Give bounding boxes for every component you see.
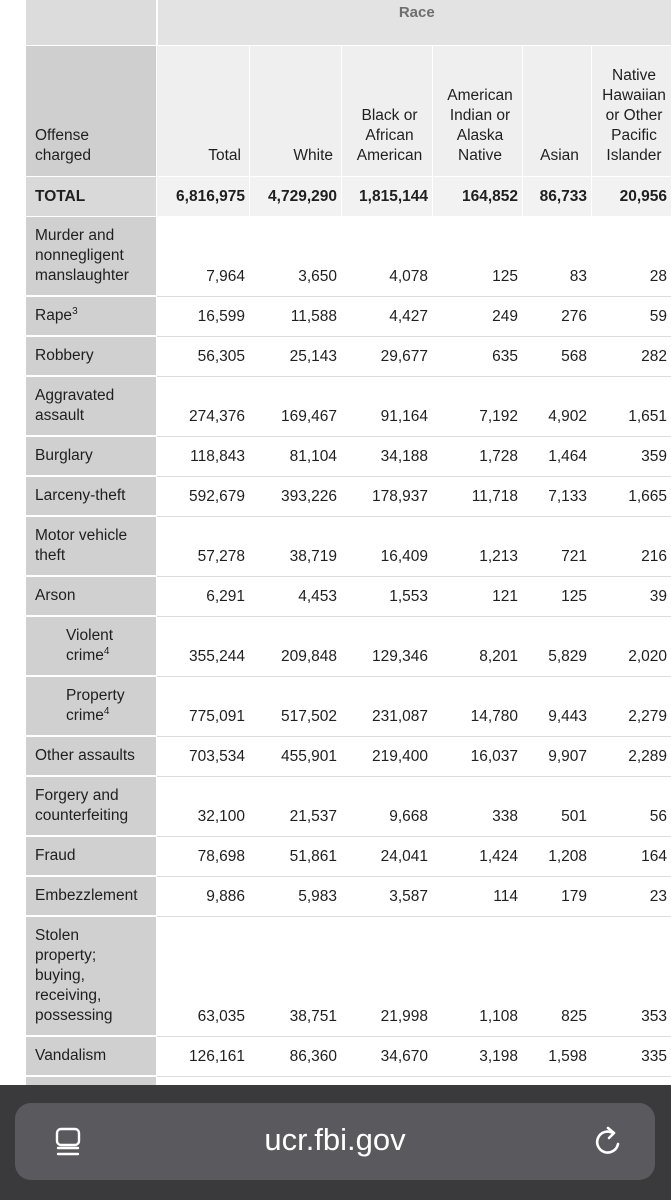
table-cell: 91,164 <box>342 376 433 436</box>
table-cell: 231,087 <box>342 676 433 736</box>
table-cell: 355,244 <box>157 616 250 676</box>
label-line: Burglary <box>35 447 93 464</box>
label-line: Aggravated <box>35 387 115 404</box>
label-line: Alaska <box>456 127 504 144</box>
label-line: manslaughter <box>35 267 129 284</box>
table-cell: 7,192 <box>433 376 523 436</box>
label-line: Vandalism <box>35 1047 107 1064</box>
table-cell: 179 <box>523 876 592 916</box>
table-cell: 6,291 <box>157 576 250 616</box>
label-line: Asian <box>540 147 579 164</box>
table-cell: 38,751 <box>250 916 342 1036</box>
column-header-nhopi <box>592 46 671 177</box>
table-cell: 1,651 <box>592 376 671 436</box>
table-cell: 219,400 <box>342 736 433 776</box>
table-cell: 703,534 <box>157 736 250 776</box>
table-cell: 23 <box>592 876 671 916</box>
table-cell: 3,650 <box>250 217 342 297</box>
label-line: Property <box>66 687 125 704</box>
footnote-marker: 4 <box>103 645 110 657</box>
table-cell: 164 <box>592 836 671 876</box>
table-cell: 274,376 <box>157 376 250 436</box>
table-row <box>26 436 671 476</box>
table-cell: 209,848 <box>250 616 342 676</box>
table-cell: 56 <box>592 776 671 836</box>
table-cell: 825 <box>523 916 592 1036</box>
column-header-total <box>157 46 250 177</box>
table-cell: 9,907 <box>523 736 592 776</box>
table-cell: 1,213 <box>433 516 523 576</box>
offense-label <box>26 336 157 376</box>
table-cell: 126,161 <box>157 1036 250 1076</box>
label-line: crime <box>66 647 104 664</box>
label-line: Native <box>612 67 656 84</box>
table-cell: 34,670 <box>342 1036 433 1076</box>
total-cell: 20,956 <box>592 177 671 217</box>
address-bar[interactable] <box>15 1103 655 1180</box>
table-cell: 21,537 <box>250 776 342 836</box>
table-row <box>26 836 671 876</box>
offense-label <box>26 916 157 1036</box>
table-cell: 393,226 <box>250 476 342 516</box>
label-line: American <box>356 147 423 164</box>
table-cell: 721 <box>523 516 592 576</box>
race-group-header-row <box>26 0 671 46</box>
table-cell: 178,937 <box>342 476 433 516</box>
table-cell: 2,289 <box>592 736 671 776</box>
arrests-by-race-table <box>25 0 671 1117</box>
offense-label <box>26 516 157 576</box>
label-line: Arson <box>35 587 76 604</box>
total-label: TOTAL <box>26 177 157 217</box>
table-cell: 16,037 <box>433 736 523 776</box>
label-line: Violent <box>66 627 114 644</box>
offense-label <box>26 736 157 776</box>
label-line: counterfeiting <box>35 807 129 824</box>
table-cell: 78,698 <box>157 836 250 876</box>
offense-label <box>26 1036 157 1076</box>
table-cell: 169,467 <box>250 376 342 436</box>
column-header-row <box>26 46 671 177</box>
label-line: White <box>293 147 333 164</box>
table-row <box>26 576 671 616</box>
table-cell: 7,964 <box>157 217 250 297</box>
table-cell: 114 <box>433 876 523 916</box>
table-cell: 2,020 <box>592 616 671 676</box>
table-cell: 11,588 <box>250 296 342 336</box>
label-line: Rape <box>35 307 73 324</box>
table-cell: 9,443 <box>523 676 592 736</box>
url-text: ucr.fbi.gov <box>264 1122 406 1157</box>
offense-label <box>26 836 157 876</box>
table-cell: 28 <box>592 217 671 297</box>
table-cell: 1,553 <box>342 576 433 616</box>
table-cell: 335 <box>592 1036 671 1076</box>
label-line: Stolen <box>35 927 79 944</box>
label-line: Motor vehicle <box>35 527 128 544</box>
table-cell: 568 <box>523 336 592 376</box>
table-cell: 125 <box>433 217 523 297</box>
table-cell: 9,668 <box>342 776 433 836</box>
reload-icon[interactable] <box>588 1122 628 1162</box>
offense-label <box>26 476 157 516</box>
table-cell: 249 <box>433 296 523 336</box>
column-header-offense <box>26 46 157 177</box>
table-row <box>26 376 671 436</box>
table-cell: 455,901 <box>250 736 342 776</box>
table-cell: 1,208 <box>523 836 592 876</box>
total-cell: 164,852 <box>433 177 523 217</box>
table-cell: 276 <box>523 296 592 336</box>
offense-label <box>26 436 157 476</box>
label-line: Pacific <box>611 127 657 144</box>
table-cell: 501 <box>523 776 592 836</box>
table-row <box>26 516 671 576</box>
table-cell: 118,843 <box>157 436 250 476</box>
table-row <box>26 736 671 776</box>
label-line: Offense <box>35 127 90 144</box>
table-row <box>26 916 671 1036</box>
label-line: Black or <box>361 107 418 124</box>
table-cell: 5,983 <box>250 876 342 916</box>
footnote-marker: 4 <box>103 705 110 717</box>
table-cell: 635 <box>433 336 523 376</box>
table-cell: 86,360 <box>250 1036 342 1076</box>
table-row <box>26 616 671 676</box>
offense-label <box>26 616 157 676</box>
label-line: charged <box>35 147 92 164</box>
table-cell: 517,502 <box>250 676 342 736</box>
table-cell: 51,861 <box>250 836 342 876</box>
table-cell: 353 <box>592 916 671 1036</box>
offense-label <box>26 217 157 297</box>
table-row <box>26 336 671 376</box>
table-cell: 1,108 <box>433 916 523 1036</box>
table-cell: 4,427 <box>342 296 433 336</box>
table-cell: 9,886 <box>157 876 250 916</box>
table-cell: 39 <box>592 576 671 616</box>
label-line: Native <box>458 147 502 164</box>
table-cell: 125 <box>523 576 592 616</box>
table-cell: 129,346 <box>342 616 433 676</box>
label-line: Embezzlement <box>35 887 138 904</box>
total-cell: 86,733 <box>523 177 592 217</box>
label-line: theft <box>35 547 66 564</box>
label-line: Forgery and <box>35 787 119 804</box>
table-cell: 38,719 <box>250 516 342 576</box>
table-cell: 338 <box>433 776 523 836</box>
column-header-aian <box>433 46 523 177</box>
total-cell: 6,816,975 <box>157 177 250 217</box>
table-cell: 592,679 <box>157 476 250 516</box>
label-line: Indian or <box>449 107 511 124</box>
table-cell: 216 <box>592 516 671 576</box>
table-cell: 16,409 <box>342 516 433 576</box>
table-cell: 29,677 <box>342 336 433 376</box>
label-line: American <box>447 87 513 104</box>
table-cell: 57,278 <box>157 516 250 576</box>
table-cell: 1,464 <box>523 436 592 476</box>
table-cell: 359 <box>592 436 671 476</box>
arrests-by-race-table-container <box>25 0 671 1117</box>
table-cell: 4,453 <box>250 576 342 616</box>
label-line: Fraud <box>35 847 76 864</box>
table-row <box>26 217 671 297</box>
label-line: property; <box>35 947 97 964</box>
table-cell: 83 <box>523 217 592 297</box>
label-line: Robbery <box>35 347 94 364</box>
offense-label <box>26 576 157 616</box>
label-line: buying, <box>35 967 85 984</box>
table-cell: 4,902 <box>523 376 592 436</box>
table-cell: 81,104 <box>250 436 342 476</box>
table-row <box>26 296 671 336</box>
offense-label <box>26 876 157 916</box>
table-cell: 11,718 <box>433 476 523 516</box>
table-row <box>26 476 671 516</box>
label-line: Islander <box>606 147 662 164</box>
table-cell: 24,041 <box>342 836 433 876</box>
table-cell: 16,599 <box>157 296 250 336</box>
table-cell: 1,665 <box>592 476 671 516</box>
table-row <box>26 1036 671 1076</box>
table-row <box>26 776 671 836</box>
table-cell: 775,091 <box>157 676 250 736</box>
label-line: Other assaults <box>35 747 135 764</box>
total-row <box>26 177 671 217</box>
table-cell: 282 <box>592 336 671 376</box>
race-group-header: Race <box>157 0 671 46</box>
table-cell: 8,201 <box>433 616 523 676</box>
column-header-asian <box>523 46 592 177</box>
table-cell: 1,424 <box>433 836 523 876</box>
table-cell: 5,829 <box>523 616 592 676</box>
column-header-black <box>342 46 433 177</box>
table-cell: 56,305 <box>157 336 250 376</box>
footnote-marker: 3 <box>72 305 78 317</box>
table-cell: 34,188 <box>342 436 433 476</box>
label-line: Hawaiian <box>602 87 666 104</box>
table-cell: 25,143 <box>250 336 342 376</box>
table-cell: 3,587 <box>342 876 433 916</box>
label-line: crime <box>66 707 104 724</box>
table-row <box>26 876 671 916</box>
label-line: Murder and <box>35 227 115 244</box>
table-cell: 7,133 <box>523 476 592 516</box>
offense-label <box>26 296 157 336</box>
table-cell: 63,035 <box>157 916 250 1036</box>
table-cell: 2,279 <box>592 676 671 736</box>
corner-cell <box>26 0 157 46</box>
total-cell: 1,815,144 <box>342 177 433 217</box>
table-cell: 4,078 <box>342 217 433 297</box>
offense-label <box>26 376 157 436</box>
table-cell: 1,598 <box>523 1036 592 1076</box>
label-line: receiving, <box>35 987 102 1004</box>
offense-label <box>26 776 157 836</box>
label-line: Total <box>208 147 241 164</box>
label-line: Larceny-theft <box>35 487 126 504</box>
label-line: possessing <box>35 1007 113 1024</box>
total-cell: 4,729,290 <box>250 177 342 217</box>
label-line: African <box>365 127 414 144</box>
label-line: assault <box>35 407 85 424</box>
table-cell: 59 <box>592 296 671 336</box>
table-cell: 3,198 <box>433 1036 523 1076</box>
table-cell: 14,780 <box>433 676 523 736</box>
table-row <box>26 676 671 736</box>
column-header-white <box>250 46 342 177</box>
offense-label <box>26 676 157 736</box>
label-line: nonnegligent <box>35 247 124 264</box>
table-cell: 121 <box>433 576 523 616</box>
table-cell: 21,998 <box>342 916 433 1036</box>
browser-toolbar <box>0 1085 671 1200</box>
label-line: or Other <box>605 107 663 124</box>
table-cell: 32,100 <box>157 776 250 836</box>
table-cell: 1,728 <box>433 436 523 476</box>
